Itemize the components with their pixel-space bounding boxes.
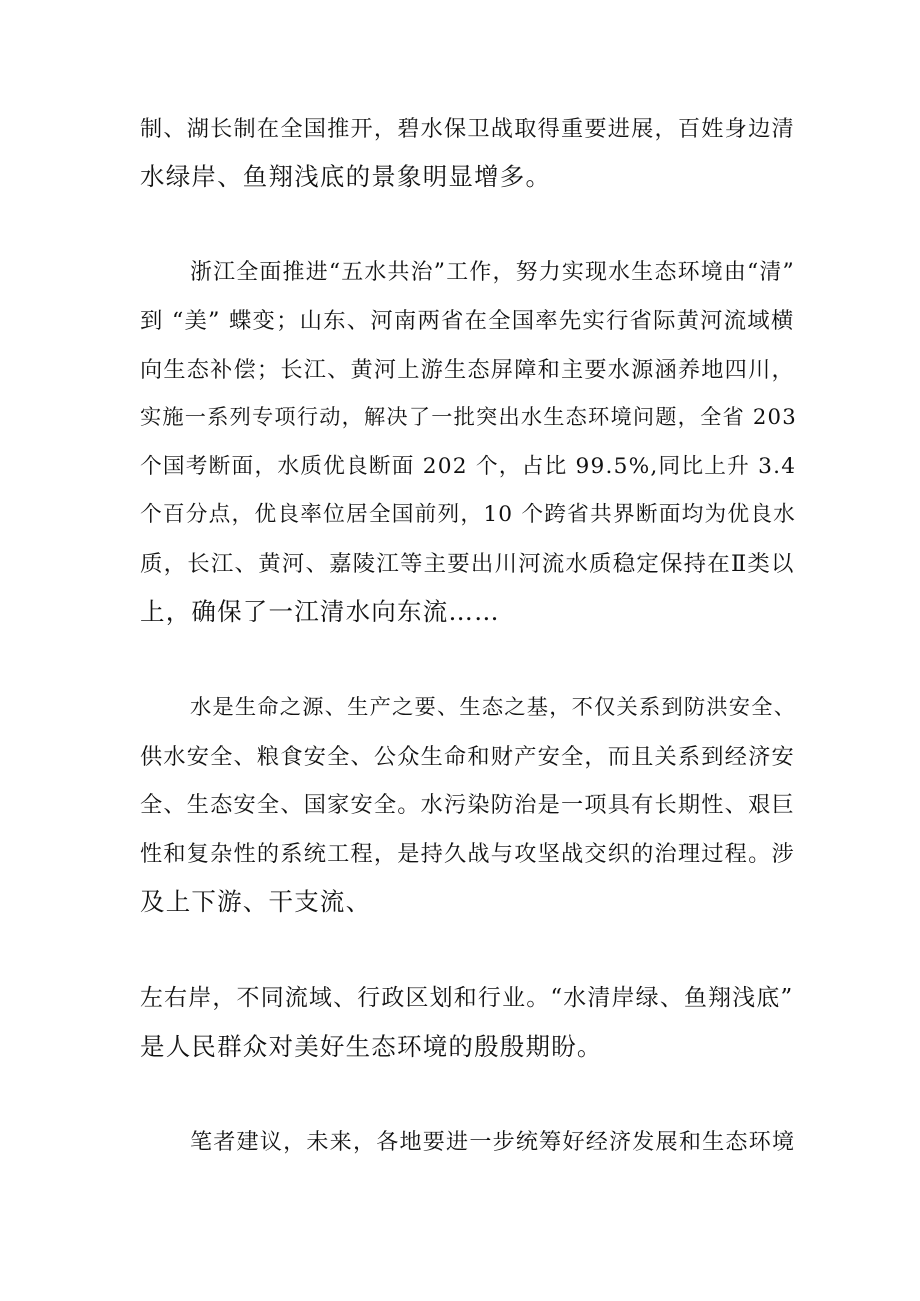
text-line: 水是生命之源、生产之要、生态之基，不仅关系到防洪安全、 (190, 695, 797, 720)
text-line: 上，确保了一江清水向东流…… (140, 597, 500, 626)
text-line: 质，长江、黄河、嘉陵江等主要出川河流水质稳定保持在Ⅱ类以 (140, 551, 795, 577)
text-line: 个国考断面，水质优良断面 202 个，占比 99.5%,同比上升 3.4 (140, 454, 797, 479)
text-line: 全、生态安全、国家安全。水污染防治是一项具有长期性、艰巨 (140, 792, 795, 818)
text-line: 到 “美” 蝶变；山东、河南两省在全国率先实行省际黄河流域横 (140, 308, 795, 334)
text-line: 性和复杂性的系统工程，是持久战与攻坚战交织的治理过程。涉 (140, 841, 795, 867)
text-line: 笔者建议，未来，各地要进一步统筹好经济发展和生态环境 (190, 1130, 796, 1155)
text-line: 左右岸，不同流域、行政区划和行业。“水清岸绿、鱼翔浅底” (140, 985, 794, 1011)
text-line: 水绿岸、鱼翔浅底的景象明显增多。 (140, 162, 552, 191)
text-line: 供水安全、粮食安全、公众生命和财产安全，而且关系到经济安 (140, 744, 795, 770)
text-line: 是人民群众对美好生态环境的殷殷期盼。 (140, 1032, 603, 1061)
text-line: 制、湖长制在全国推开，碧水保卫战取得重要进展，百姓身边清 (140, 116, 795, 142)
text-line: 浙江全面推进“五水共治”工作，努力实现水生态环境由“清” (190, 260, 795, 285)
text-line: 个百分点，优良率位居全国前列，10 个跨省共界断面均为优良水 (140, 502, 797, 527)
text-line: 实施一系列专项行动，解决了一批突出水生态环境问题，全省 203 (140, 405, 797, 430)
text-line: 向生态补偿；长江、黄河上游生态屏障和主要水源涵养地四川， (140, 357, 795, 383)
text-line: 及上下游、干支流、 (140, 887, 372, 916)
